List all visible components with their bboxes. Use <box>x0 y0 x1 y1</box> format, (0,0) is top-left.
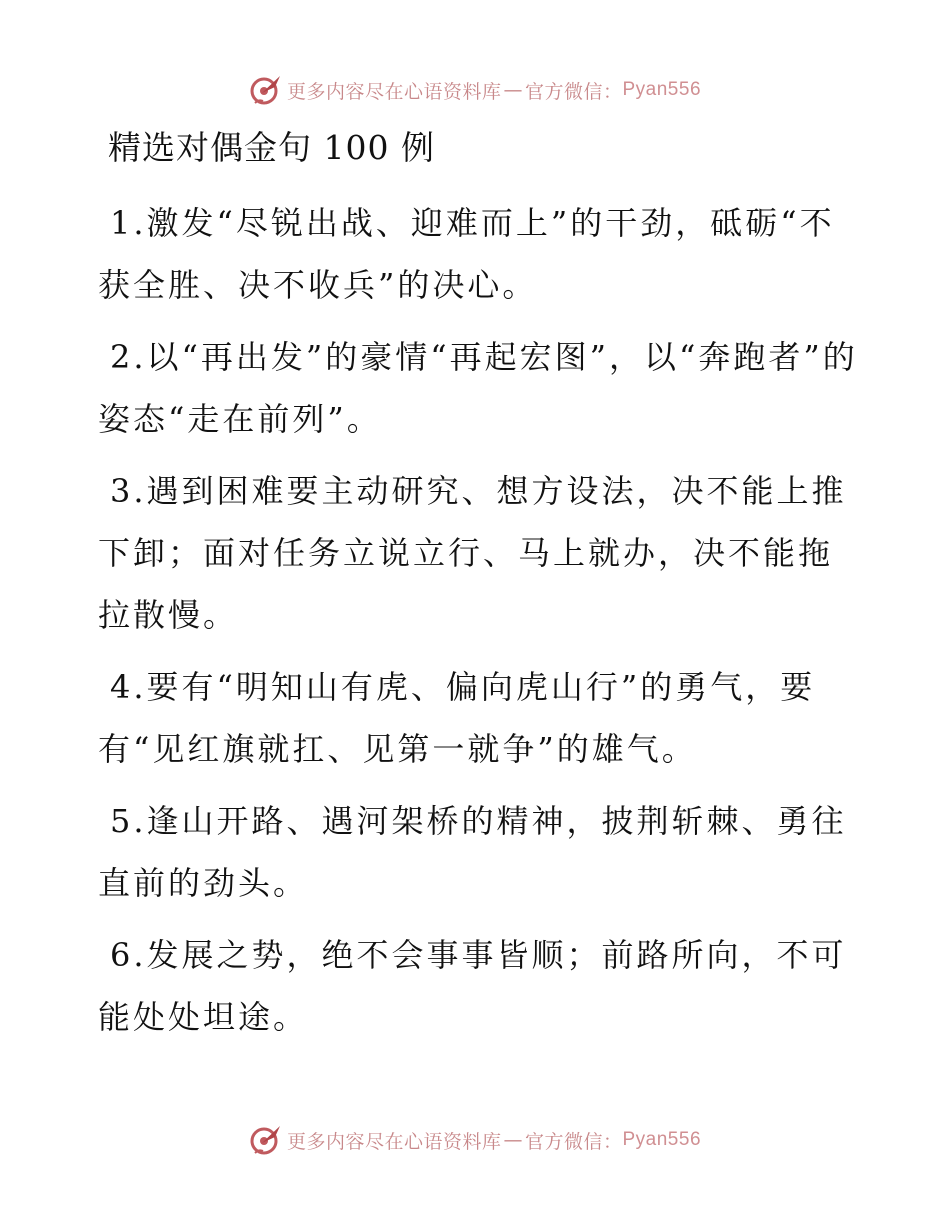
watermark-wechat-id: Pyan556 <box>622 1129 702 1150</box>
quill-pen-logo-icon <box>249 1123 283 1157</box>
header-watermark <box>0 72 950 108</box>
watermark-separator: — <box>503 1129 523 1151</box>
quote-item: 3.遇到困难要主动研究、想方设法，决不能上推下卸；面对任务立说立行、马上就办，决不能拖拉散慢。 <box>98 472 847 634</box>
watermark-wechat-label: 官方微信： <box>524 80 623 103</box>
quote-item: 6.发展之势，绝不会事事皆顺；前路所向，不可能处处坦途。 <box>98 936 847 1036</box>
document-title: 精选对偶金句 100 例 <box>108 128 435 167</box>
quote-item: 4.要有“明知山有虎、偏向虎山行”的勇气，要有“见红旗就扛、见第一就争”的雄气。 <box>98 668 816 768</box>
quill-pen-logo-icon <box>249 73 283 107</box>
footer-watermark <box>0 1122 950 1158</box>
watermark-wechat-id: Pyan556 <box>622 79 702 100</box>
watermark-site-text: 更多内容尽在心语资料库 <box>286 80 502 103</box>
watermark-wechat-label: 官方微信： <box>524 1130 623 1153</box>
quote-item: 5.逢山开路、遇河架桥的精神，披荆斩棘、勇往直前的劲头。 <box>98 802 847 902</box>
quote-list <box>98 192 858 1058</box>
watermark-separator: — <box>503 79 523 101</box>
quote-item: 2.以“再出发”的豪情“再起宏图”，以“奔跑者”的姿态“走在前列”。 <box>98 338 858 438</box>
watermark-site-text: 更多内容尽在心语资料库 <box>286 1130 502 1153</box>
quote-item: 1.激发“尽锐出战、迎难而上”的干劲，砥砺“不获全胜、决不收兵”的决心。 <box>98 204 835 304</box>
